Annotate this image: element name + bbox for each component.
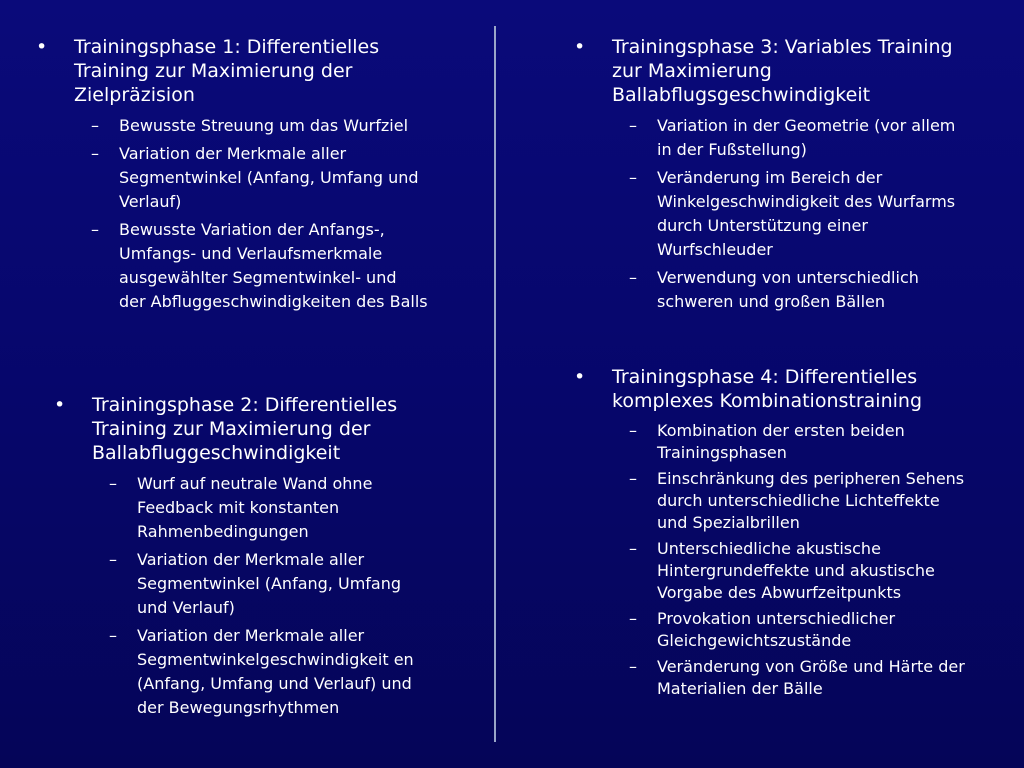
phase4-title-text: Trainingsphase 4: Differentielles komplexes Kombinationstraining: [612, 366, 923, 412]
list-item: – Veränderung im Bereich der Winkelgeschwindigkeit des Wurfarms durch Unterstützung einer Wurfschleuder: [629, 168, 956, 259]
dash-icon: –: [91, 116, 99, 135]
list-item: – Bewusste Streuung um das Wurfziel: [36, 114, 428, 138]
phase1-title-text: Trainingsphase 1: Differentielles Training zur Maximierung der Zielpräzision: [74, 36, 380, 106]
dash-icon: –: [109, 550, 117, 569]
phase4-title: [574, 365, 974, 413]
dash-icon: –: [109, 626, 117, 645]
dash-icon: –: [629, 539, 637, 558]
phase3-title-text: Trainingsphase 3: Variables Training zur Maximierung Ballabflugsgeschwindigkeit: [612, 36, 953, 106]
phase3-block: [574, 35, 974, 318]
list-item: – Provokation unterschiedlicher Gleichgewichtszustände: [629, 609, 896, 650]
dash-icon: –: [629, 657, 637, 676]
bullet-icon: •: [574, 366, 586, 388]
phase4-block: [574, 365, 974, 704]
dash-icon: –: [629, 469, 637, 488]
dash-icon: –: [91, 144, 99, 163]
phase2-title: [54, 393, 428, 465]
list-item: – Verwendung von unterschiedlich schweren und großen Bällen: [629, 268, 919, 311]
phase1-block: [36, 35, 428, 318]
dash-icon: –: [109, 474, 117, 493]
list-item: – Variation in der Geometrie (vor allem in der Fußstellung): [629, 116, 956, 159]
phase2-title-text: Trainingsphase 2: Differentielles Training zur Maximierung der Ballabfluggeschwindigkeit: [92, 394, 398, 464]
phase2-list: [54, 472, 428, 720]
list-item: – Bewusste Variation der Anfangs-, Umfangs- und Verlaufsmerkmale ausgewählter Segmentwinkel- und der Abfluggeschwindigkeiten des Balls: [91, 220, 428, 311]
list-item: – Kombination der ersten beiden Trainingsphasen: [629, 421, 905, 462]
dash-icon: –: [629, 609, 637, 628]
phase4-list: [574, 420, 974, 700]
bullet-icon: •: [36, 36, 48, 58]
dash-icon: –: [629, 268, 637, 287]
dash-icon: –: [629, 168, 637, 187]
dash-icon: –: [629, 116, 637, 135]
bullet-icon: •: [54, 394, 66, 416]
list-item: – Variation der Merkmale aller Segmentwinkelgeschwindigkeit en (Anfang, Umfang und Verlauf) und der Bewegungsrhythmen: [109, 626, 414, 717]
phase1-list: [36, 114, 428, 314]
list-item: – Einschränkung des peripheren Sehens durch unterschiedliche Lichteffekte und Spezialbrillen: [629, 469, 965, 532]
bullet-icon: •: [574, 36, 586, 58]
phase3-list: [574, 114, 974, 314]
list-item: – Wurf auf neutrale Wand ohne Feedback mit konstanten Rahmenbedingungen: [109, 474, 373, 541]
phase2-block: [54, 393, 428, 724]
phase1-title: [36, 35, 428, 107]
list-item: – Veränderung von Größe und Härte der Materialien der Bälle: [629, 657, 965, 698]
phase3-title: [574, 35, 974, 107]
list-item: – Variation der Merkmale aller Segmentwinkel (Anfang, Umfang und Verlauf): [91, 144, 419, 211]
dash-icon: –: [91, 220, 99, 239]
list-item: – Unterschiedliche akustische Hintergrundeffekte und akustische Vorgabe des Abwurfzeitpunkts: [629, 539, 935, 602]
dash-icon: –: [629, 421, 637, 440]
column-divider: [494, 26, 496, 742]
list-item: – Variation der Merkmale aller Segmentwinkel (Anfang, Umfang und Verlauf): [109, 550, 402, 617]
